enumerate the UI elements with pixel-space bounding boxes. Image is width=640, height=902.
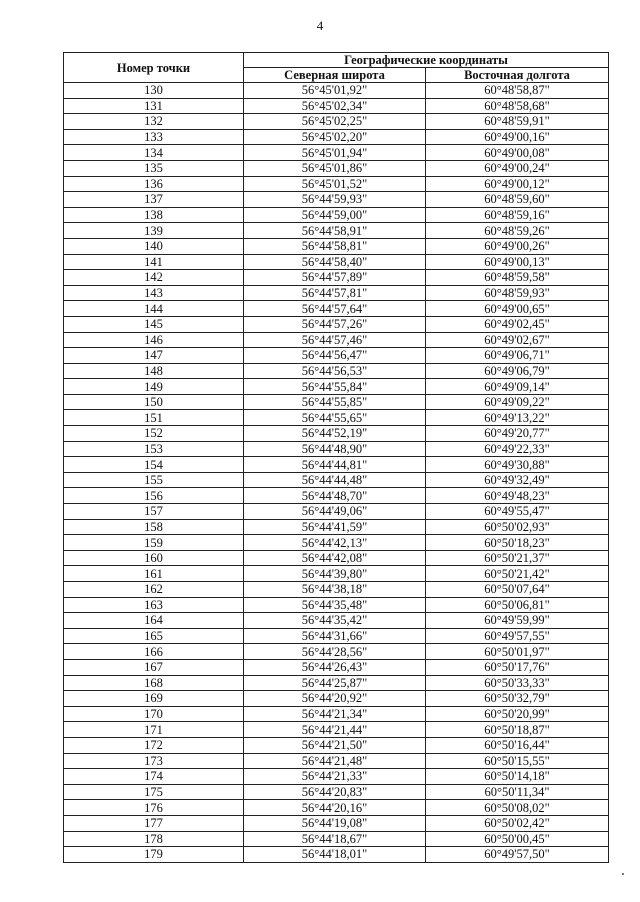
latitude-cell: 56°45'01,52" xyxy=(244,176,426,192)
point-number-cell: 164 xyxy=(64,613,244,629)
latitude-cell: 56°45'01,94" xyxy=(244,145,426,161)
latitude-cell: 56°44'59,00" xyxy=(244,207,426,223)
longitude-cell: 60°50'33,33" xyxy=(426,675,609,691)
latitude-cell: 56°44'56,47" xyxy=(244,348,426,364)
longitude-cell: 60°48'59,16" xyxy=(426,207,609,223)
point-number-cell: 178 xyxy=(64,831,244,847)
point-number-cell: 144 xyxy=(64,301,244,317)
point-number-cell: 153 xyxy=(64,441,244,457)
point-number-cell: 140 xyxy=(64,238,244,254)
table-row xyxy=(64,285,609,301)
scan-dot xyxy=(622,873,624,875)
point-number-cell: 160 xyxy=(64,550,244,566)
point-number-cell: 137 xyxy=(64,192,244,208)
longitude-cell: 60°50'01,97" xyxy=(426,644,609,660)
table-row xyxy=(64,737,609,753)
point-number-cell: 155 xyxy=(64,472,244,488)
table-row xyxy=(64,753,609,769)
point-number-cell: 168 xyxy=(64,675,244,691)
point-number-cell: 141 xyxy=(64,254,244,270)
table-row xyxy=(64,784,609,800)
longitude-cell: 60°49'13,22" xyxy=(426,410,609,426)
longitude-cell: 60°50'02,42" xyxy=(426,815,609,831)
table-row xyxy=(64,316,609,332)
latitude-cell: 56°44'58,81" xyxy=(244,238,426,254)
longitude-cell: 60°48'58,87" xyxy=(426,83,609,99)
latitude-cell: 56°44'52,19" xyxy=(244,426,426,442)
point-number-cell: 171 xyxy=(64,722,244,738)
longitude-cell: 60°49'00,65" xyxy=(426,301,609,317)
latitude-cell: 56°44'25,87" xyxy=(244,675,426,691)
latitude-cell: 56°44'57,26" xyxy=(244,316,426,332)
point-number-cell: 165 xyxy=(64,628,244,644)
longitude-cell: 60°50'00,45" xyxy=(426,831,609,847)
longitude-cell: 60°50'32,79" xyxy=(426,691,609,707)
longitude-cell: 60°50'06,81" xyxy=(426,597,609,613)
latitude-cell: 56°44'55,65" xyxy=(244,410,426,426)
latitude-cell: 56°44'21,50" xyxy=(244,737,426,753)
latitude-cell: 56°44'55,84" xyxy=(244,379,426,395)
latitude-cell: 56°44'59,93" xyxy=(244,192,426,208)
table-row xyxy=(64,238,609,254)
table-row xyxy=(64,847,609,863)
point-number-cell: 134 xyxy=(64,145,244,161)
table-header xyxy=(64,53,609,83)
latitude-cell: 56°44'21,44" xyxy=(244,722,426,738)
longitude-cell: 60°50'14,18" xyxy=(426,769,609,785)
point-number-cell: 163 xyxy=(64,597,244,613)
longitude-cell: 60°49'00,12" xyxy=(426,176,609,192)
point-number-cell: 167 xyxy=(64,659,244,675)
longitude-cell: 60°50'21,37" xyxy=(426,550,609,566)
table-row xyxy=(64,379,609,395)
latitude-cell: 56°44'20,83" xyxy=(244,784,426,800)
latitude-cell: 56°44'21,33" xyxy=(244,769,426,785)
table-row xyxy=(64,426,609,442)
latitude-cell: 56°44'28,56" xyxy=(244,644,426,660)
latitude-cell: 56°44'19,08" xyxy=(244,815,426,831)
table-row xyxy=(64,457,609,473)
table-row xyxy=(64,207,609,223)
longitude-cell: 60°50'08,02" xyxy=(426,800,609,816)
latitude-cell: 56°44'42,13" xyxy=(244,535,426,551)
point-number-cell: 148 xyxy=(64,363,244,379)
table-row xyxy=(64,114,609,130)
table-row xyxy=(64,800,609,816)
point-number-cell: 170 xyxy=(64,706,244,722)
point-number-cell: 166 xyxy=(64,644,244,660)
point-number-cell: 146 xyxy=(64,332,244,348)
longitude-cell: 60°50'18,23" xyxy=(426,535,609,551)
latitude-cell: 56°44'49,06" xyxy=(244,504,426,520)
point-number-cell: 150 xyxy=(64,394,244,410)
longitude-cell: 60°49'59,99" xyxy=(426,613,609,629)
point-number-cell: 138 xyxy=(64,207,244,223)
table-row xyxy=(64,535,609,551)
table-row xyxy=(64,815,609,831)
latitude-cell: 56°44'18,01" xyxy=(244,847,426,863)
table-row xyxy=(64,519,609,535)
point-number-cell: 172 xyxy=(64,737,244,753)
latitude-cell: 56°44'57,46" xyxy=(244,332,426,348)
table-row xyxy=(64,597,609,613)
table-row xyxy=(64,129,609,145)
longitude-cell: 60°50'18,87" xyxy=(426,722,609,738)
latitude-cell: 56°44'20,16" xyxy=(244,800,426,816)
point-number-cell: 154 xyxy=(64,457,244,473)
point-number-cell: 152 xyxy=(64,426,244,442)
point-number-cell: 156 xyxy=(64,488,244,504)
latitude-cell: 56°45'02,20" xyxy=(244,129,426,145)
longitude-cell: 60°49'55,47" xyxy=(426,504,609,520)
table-row xyxy=(64,223,609,239)
table-row xyxy=(64,301,609,317)
longitude-cell: 60°49'02,67" xyxy=(426,332,609,348)
table-row xyxy=(64,644,609,660)
latitude-cell: 56°44'31,66" xyxy=(244,628,426,644)
page-number: 4 xyxy=(316,18,324,33)
point-number-cell: 131 xyxy=(64,98,244,114)
point-number-cell: 143 xyxy=(64,285,244,301)
latitude-cell: 56°44'26,43" xyxy=(244,659,426,675)
table-row xyxy=(64,160,609,176)
point-number-cell: 169 xyxy=(64,691,244,707)
longitude-cell: 60°50'02,93" xyxy=(426,519,609,535)
longitude-cell: 60°50'15,55" xyxy=(426,753,609,769)
latitude-cell: 56°44'48,90" xyxy=(244,441,426,457)
table-row xyxy=(64,582,609,598)
latitude-cell: 56°44'57,89" xyxy=(244,270,426,286)
latitude-cell: 56°44'56,53" xyxy=(244,363,426,379)
table-row xyxy=(64,83,609,99)
latitude-cell: 56°44'41,59" xyxy=(244,519,426,535)
longitude-cell: 60°49'57,55" xyxy=(426,628,609,644)
table-row xyxy=(64,722,609,738)
longitude-cell: 60°50'17,76" xyxy=(426,659,609,675)
longitude-cell: 60°49'06,71" xyxy=(426,348,609,364)
point-number-cell: 139 xyxy=(64,223,244,239)
table-row xyxy=(64,472,609,488)
point-number-cell: 147 xyxy=(64,348,244,364)
latitude-cell: 56°44'21,48" xyxy=(244,753,426,769)
longitude-cell: 60°49'00,16" xyxy=(426,129,609,145)
latitude-cell: 56°45'01,86" xyxy=(244,160,426,176)
latitude-cell: 56°44'58,40" xyxy=(244,254,426,270)
latitude-cell: 56°44'48,70" xyxy=(244,488,426,504)
point-number-cell: 151 xyxy=(64,410,244,426)
point-number-cell: 173 xyxy=(64,753,244,769)
table-row xyxy=(64,675,609,691)
table-row xyxy=(64,192,609,208)
point-number-cell: 161 xyxy=(64,566,244,582)
table-row xyxy=(64,769,609,785)
point-number-cell: 136 xyxy=(64,176,244,192)
latitude-cell: 56°44'44,81" xyxy=(244,457,426,473)
latitude-header: Северная широта xyxy=(244,68,426,83)
table-row xyxy=(64,270,609,286)
latitude-cell: 56°44'44,48" xyxy=(244,472,426,488)
coordinates-table xyxy=(63,52,609,863)
point-number-cell: 179 xyxy=(64,847,244,863)
table-row xyxy=(64,363,609,379)
table-row xyxy=(64,145,609,161)
latitude-cell: 56°44'58,91" xyxy=(244,223,426,239)
longitude-cell: 60°49'09,14" xyxy=(426,379,609,395)
point-number-cell: 158 xyxy=(64,519,244,535)
point-number-cell: 159 xyxy=(64,535,244,551)
latitude-cell: 56°44'57,64" xyxy=(244,301,426,317)
longitude-cell: 60°49'48,23" xyxy=(426,488,609,504)
point-number-cell: 162 xyxy=(64,582,244,598)
table-row xyxy=(64,410,609,426)
latitude-cell: 56°44'35,42" xyxy=(244,613,426,629)
longitude-cell: 60°49'06,79" xyxy=(426,363,609,379)
longitude-cell: 60°48'59,58" xyxy=(426,270,609,286)
point-number-cell: 133 xyxy=(64,129,244,145)
latitude-cell: 56°45'02,34" xyxy=(244,98,426,114)
table-row xyxy=(64,659,609,675)
latitude-cell: 56°44'21,34" xyxy=(244,706,426,722)
point-number-cell: 174 xyxy=(64,769,244,785)
latitude-cell: 56°44'38,18" xyxy=(244,582,426,598)
longitude-cell: 60°49'32,49" xyxy=(426,472,609,488)
geo-coordinates-header: Географические координаты xyxy=(244,53,609,68)
longitude-cell: 60°50'20,99" xyxy=(426,706,609,722)
longitude-cell: 60°49'09,22" xyxy=(426,394,609,410)
table-row xyxy=(64,441,609,457)
table-row xyxy=(64,613,609,629)
table-body xyxy=(64,83,609,863)
point-number-cell: 130 xyxy=(64,83,244,99)
longitude-cell: 60°49'57,50" xyxy=(426,847,609,863)
longitude-cell: 60°48'59,93" xyxy=(426,285,609,301)
latitude-cell: 56°44'42,08" xyxy=(244,550,426,566)
point-number-cell: 132 xyxy=(64,114,244,130)
longitude-cell: 60°50'07,64" xyxy=(426,582,609,598)
table-row xyxy=(64,176,609,192)
latitude-cell: 56°44'35,48" xyxy=(244,597,426,613)
longitude-cell: 60°48'59,26" xyxy=(426,223,609,239)
point-number-cell: 175 xyxy=(64,784,244,800)
table-row xyxy=(64,394,609,410)
table-row xyxy=(64,831,609,847)
table-row xyxy=(64,566,609,582)
longitude-cell: 60°49'00,08" xyxy=(426,145,609,161)
longitude-header: Восточная долгота xyxy=(426,68,609,83)
latitude-cell: 56°44'18,67" xyxy=(244,831,426,847)
point-number-cell: 177 xyxy=(64,815,244,831)
table-row xyxy=(64,98,609,114)
point-number-cell: 135 xyxy=(64,160,244,176)
latitude-cell: 56°44'20,92" xyxy=(244,691,426,707)
longitude-cell: 60°49'30,88" xyxy=(426,457,609,473)
latitude-cell: 56°44'57,81" xyxy=(244,285,426,301)
point-number-header: Номер точки xyxy=(64,53,244,83)
latitude-cell: 56°44'55,85" xyxy=(244,394,426,410)
table-row xyxy=(64,504,609,520)
longitude-cell: 60°49'22,33" xyxy=(426,441,609,457)
longitude-cell: 60°49'00,13" xyxy=(426,254,609,270)
table-row xyxy=(64,550,609,566)
longitude-cell: 60°50'11,34" xyxy=(426,784,609,800)
latitude-cell: 56°44'39,80" xyxy=(244,566,426,582)
longitude-cell: 60°49'00,26" xyxy=(426,238,609,254)
longitude-cell: 60°48'59,91" xyxy=(426,114,609,130)
table-row xyxy=(64,691,609,707)
table-row xyxy=(64,348,609,364)
table-row xyxy=(64,332,609,348)
longitude-cell: 60°48'58,68" xyxy=(426,98,609,114)
longitude-cell: 60°50'16,44" xyxy=(426,737,609,753)
point-number-cell: 176 xyxy=(64,800,244,816)
longitude-cell: 60°48'59,60" xyxy=(426,192,609,208)
table-row xyxy=(64,488,609,504)
longitude-cell: 60°49'20,77" xyxy=(426,426,609,442)
longitude-cell: 60°49'02,45" xyxy=(426,316,609,332)
table-row xyxy=(64,706,609,722)
header-row-1 xyxy=(64,53,609,68)
point-number-cell: 157 xyxy=(64,504,244,520)
longitude-cell: 60°50'21,42" xyxy=(426,566,609,582)
point-number-cell: 149 xyxy=(64,379,244,395)
table-row xyxy=(64,254,609,270)
table-row xyxy=(64,628,609,644)
point-number-cell: 142 xyxy=(64,270,244,286)
longitude-cell: 60°49'00,24" xyxy=(426,160,609,176)
point-number-cell: 145 xyxy=(64,316,244,332)
latitude-cell: 56°45'01,92" xyxy=(244,83,426,99)
latitude-cell: 56°45'02,25" xyxy=(244,114,426,130)
